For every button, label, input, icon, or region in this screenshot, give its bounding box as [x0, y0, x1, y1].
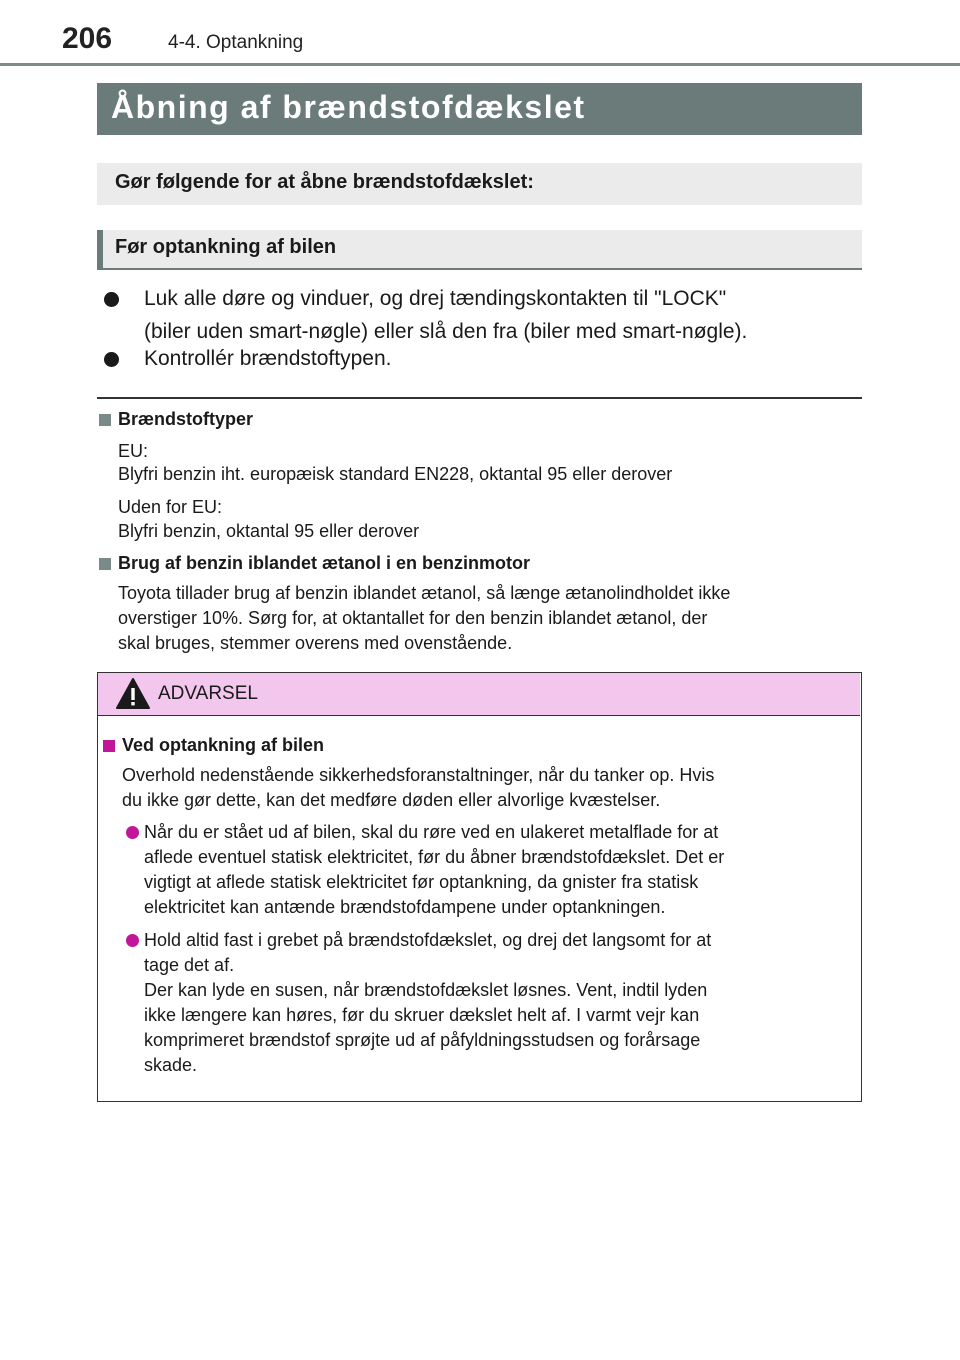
ethanol-line: Toyota tillader brug af benzin iblandet ætanol, så længe ætanolindholdet ikke — [118, 583, 731, 603]
square-bullet-icon — [99, 558, 111, 570]
warning-header — [98, 673, 860, 716]
warning-triangle-icon — [115, 677, 151, 710]
header-rule — [0, 63, 960, 66]
eu-label: EU: — [118, 441, 149, 461]
section-reference: 4-4. Optankning — [168, 32, 304, 53]
title-bar — [97, 83, 862, 135]
ethanol-line: skal bruges, stemmer overens med ovenstående. — [118, 633, 513, 653]
warning-intro-line: Overhold nedenstående sikkerhedsforanstaltninger, når du tanker op. Hvis — [122, 765, 715, 785]
subsection-box — [97, 230, 862, 269]
warning-bullet-line: skade. — [144, 1055, 198, 1075]
square-bullet-icon — [99, 414, 111, 426]
page-header — [0, 0, 960, 66]
bullet-dot — [104, 352, 119, 367]
step-line: Luk alle døre og vinduer, og drej tændingskontakten til "LOCK" — [144, 287, 727, 310]
bullet-dot — [126, 934, 139, 947]
warning-bullet-line: Hold altid fast i grebet på brændstofdækslet, og drej det langsomt for at — [144, 930, 712, 950]
warning-bullet-line: komprimeret brændstof sprøjte ud af påfyldningsstudsen og forårsage — [144, 1030, 701, 1050]
subsection-underline — [97, 268, 862, 270]
warning-box — [97, 672, 862, 1102]
warning-bullet-line: elektricitet kan antænde brændstofdampene under optankningen. — [144, 897, 666, 917]
warning-bullet-line: tage det af. — [144, 955, 235, 975]
intro-text: Gør følgende for at åbne brændstofdækslet: — [115, 171, 534, 193]
bullet-dot — [104, 292, 119, 307]
ethanol-heading: Brug af benzin iblandet ætanol i en benzinmotor — [118, 553, 531, 573]
warning-bullet-line: aflede eventuel statisk elektricitet, før du åbner brændstofdækslet. Det er — [144, 847, 725, 867]
page-number: 206 — [62, 22, 113, 55]
warning-bullet-line: vigtigt at aflede statisk elektricitet før optankning, da gnister fra statisk — [144, 872, 699, 892]
warning-intro-line: du ikke gør dette, kan det medføre døden eller alvorlige kvæstelser. — [122, 790, 661, 810]
non-eu-text: Blyfri benzin, oktantal 95 eller derover — [118, 521, 420, 541]
warning-bullet-line: ikke længere kan høres, før du skruer dækslet helt af. I varmt vejr kan — [144, 1005, 700, 1025]
subsection-title: Før optankning af bilen — [115, 236, 337, 258]
fuel-types-heading: Brændstoftyper — [118, 409, 254, 429]
section-divider — [97, 397, 862, 399]
warning-bullet-line: Når du er stået ud af bilen, skal du røre ved en ulakeret metalflade for at — [144, 822, 719, 842]
warning-bullet-line: Der kan lyde en susen, når brændstofdækslet løsnes. Vent, indtil lyden — [144, 980, 708, 1000]
square-bullet-icon — [103, 740, 115, 752]
page-title: Åbning af brændstofdækslet — [111, 89, 586, 125]
bullet-dot — [126, 826, 139, 839]
ethanol-line: overstiger 10%. Sørg for, at oktantallet for den benzin iblandet ætanol, der — [118, 608, 708, 628]
eu-text: Blyfri benzin iht. europæisk standard EN228, oktantal 95 eller derover — [118, 464, 673, 484]
warning-label: ADVARSEL — [158, 683, 258, 704]
warning-heading: Ved optankning af bilen — [122, 735, 325, 755]
intro-box — [97, 163, 862, 205]
non-eu-label: Uden for EU: — [118, 497, 223, 517]
step-line: (biler uden smart-nøgle) eller slå den fra (biler med smart-nøgle). — [144, 320, 748, 343]
step-line: Kontrollér brændstoftypen. — [144, 347, 392, 370]
